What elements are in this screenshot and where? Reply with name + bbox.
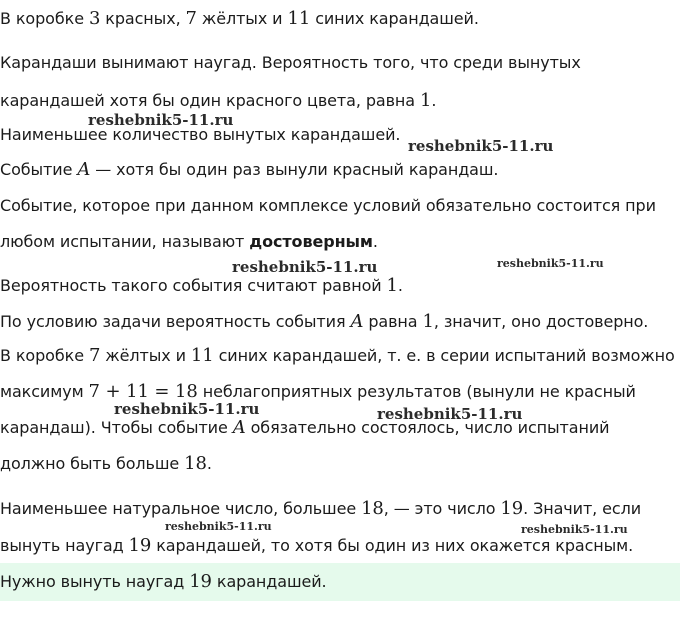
- watermark: reshebnik5-11.ru: [232, 258, 378, 276]
- term-certain: достоверным: [249, 232, 373, 251]
- watermark: reshebnik5-11.ru: [521, 523, 628, 536]
- watermark: reshebnik5-11.ru: [114, 400, 260, 418]
- solution-line-condition: По условию задачи вероятность события A равна 1, значит, оно достоверно.: [0, 311, 649, 332]
- watermark: reshebnik5-11.ru: [165, 520, 272, 533]
- watermark: reshebnik5-11.ru: [88, 111, 234, 129]
- solution-line-maximum: максимум 7 + 11 = 18 неблагоприятных результатов (вынули не красный: [0, 381, 636, 402]
- solution-line-more-than: должно быть больше 18.: [0, 453, 212, 474]
- solution-line-trials: карандаш). Чтобы событие A обязательно состоялось, число испытаний: [0, 417, 610, 438]
- watermark: reshebnik5-11.ru: [497, 257, 604, 270]
- solution-line-probability: Вероятность такого события считают равной 1.: [0, 275, 403, 296]
- problem-line-1: В коробке 3 красных, 7 жёлтых и 11 синих карандашей.: [0, 8, 479, 29]
- watermark: reshebnik5-11.ru: [408, 137, 554, 155]
- solution-line-definition-1: Событие, которое при данном комплексе условий обязательно состоится при: [0, 196, 656, 215]
- answer-text: Нужно вынуть наугад 19 карандашей.: [0, 571, 327, 592]
- solution-line-natural: Наименьшее натуральное число, большее 18, — это число 19. Значит, если: [0, 498, 642, 519]
- solution-line-event: Событие A — хотя бы один раз вынули красный карандаш.: [0, 159, 499, 180]
- problem-question: Наименьшее количество вынутых карандашей.: [0, 125, 401, 144]
- solution-line-conclusion: вынуть наугад 19 карандашей, то хотя бы один из них окажется красным.: [0, 535, 634, 556]
- solution-line-definition-2: любом испытании, называют достоверным.: [0, 232, 378, 251]
- solution-line-box: В коробке 7 жёлтых и 11 синих карандашей, т. е. в серии испытаний возможно: [0, 345, 675, 366]
- problem-line-3: карандашей хотя бы один красного цвета, равна 1.: [0, 90, 437, 111]
- formula-sum: 7 + 11 = 18: [88, 381, 198, 402]
- problem-line-2: Карандаши вынимают наугад. Вероятность того, что среди вынутых: [0, 53, 581, 72]
- watermark: reshebnik5-11.ru: [377, 405, 523, 423]
